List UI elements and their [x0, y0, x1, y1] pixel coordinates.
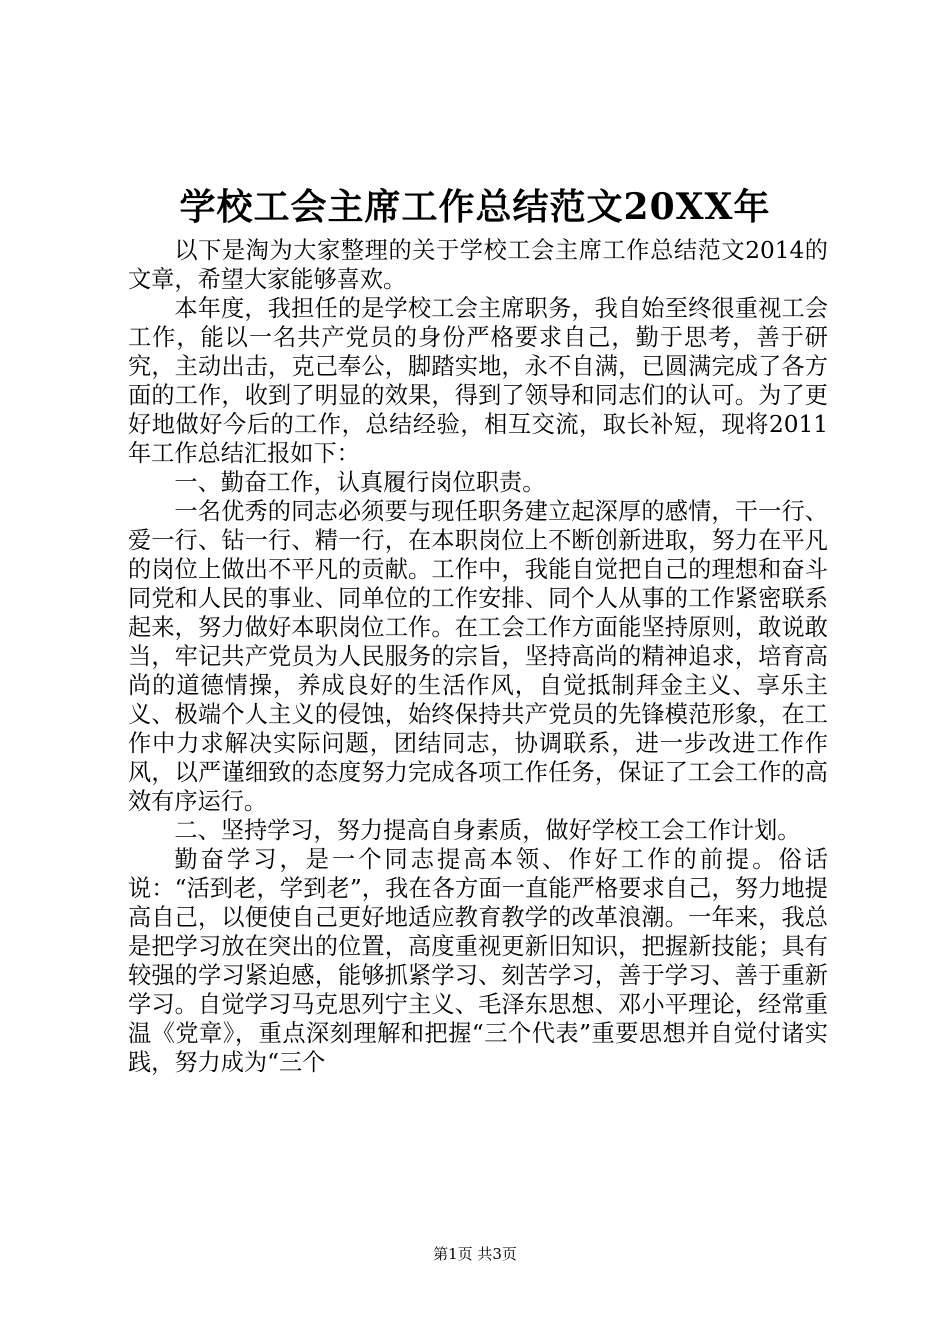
paragraph-study: 勤奋学习，是一个同志提高本领、作好工作的前提。俗话说：“活到老，学到老”，我在各方面一直能严格要求自己，努力地提高自己，以便使自己更好地适应教育教学的改革浪潮。一年来，我总是把学习放在突出的位置，高度重视更新旧知识，把握新技能；具有较强的学习紧迫感，能够抓紧学习、刻苦学习，善于学习、善于重新学习。自觉学习马克思列宁主义、毛泽东思想、邓小平理论，经常重温《党章》，重点深刻理解和把握“三个代表”重要思想并自觉付诸实践，努力成为“三个	[128, 846, 828, 1076]
paragraph-overview: 本年度，我担任的是学校工会主席职务，我自始至终很重视工会工作，能以一名共产党员的身份严格要求自己，勤于思考，善于研究，主动出击，克己奉公，脚踏实地，永不自满，已圆满完成了各方面的工作，收到了明显的效果，得到了领导和同志们的认可。为了更好地做好今后的工作，总结经验，相互交流，取长补短，现将2011年工作总结汇报如下：	[128, 295, 828, 467]
section-heading-1: 一、勤奋工作，认真履行岗位职责。	[174, 469, 546, 496]
section-heading-2: 二、坚持学习，努力提高自身素质，做好学校工会工作计划。	[174, 817, 801, 844]
paragraph-intro: 以下是淘为大家整理的关于学校工会主席工作总结范文2014的文章，希望大家能够喜欢。	[128, 237, 828, 293]
document-body	[128, 236, 828, 1077]
document-title: 学校工会主席工作总结范文20XX年	[179, 186, 771, 228]
paragraph-work: 一名优秀的同志必须要与现任职务建立起深厚的感情，干一行、爱一行、钻一行、精一行，在本职岗位上不断创新进取，努力在平凡的岗位上做出不平凡的贡献。工作中，我能自觉把自己的理想和奋斗同党和人民的事业、同单位的工作安排、同个人从事的工作紧密联系起来，努力做好本职岗位工作。在工会工作方面能坚持原则，敢说敢当，牢记共产党员为人民服务的宗旨，坚持高尚的精神追求，培育高尚的道德情操，养成良好的生活作风，自觉抵制拜金主义、享乐主义、极端个人主义的侵蚀，始终保持共产党员的先锋模范形象，在工作中力求解决实际问题，团结同志，协调联系，进一步改进工作作风，以严谨细致的态度努力完成各项工作任务，保证了工会工作的高效有序运行。	[128, 498, 828, 815]
page-footer: 第1页 共3页	[433, 1245, 517, 1263]
